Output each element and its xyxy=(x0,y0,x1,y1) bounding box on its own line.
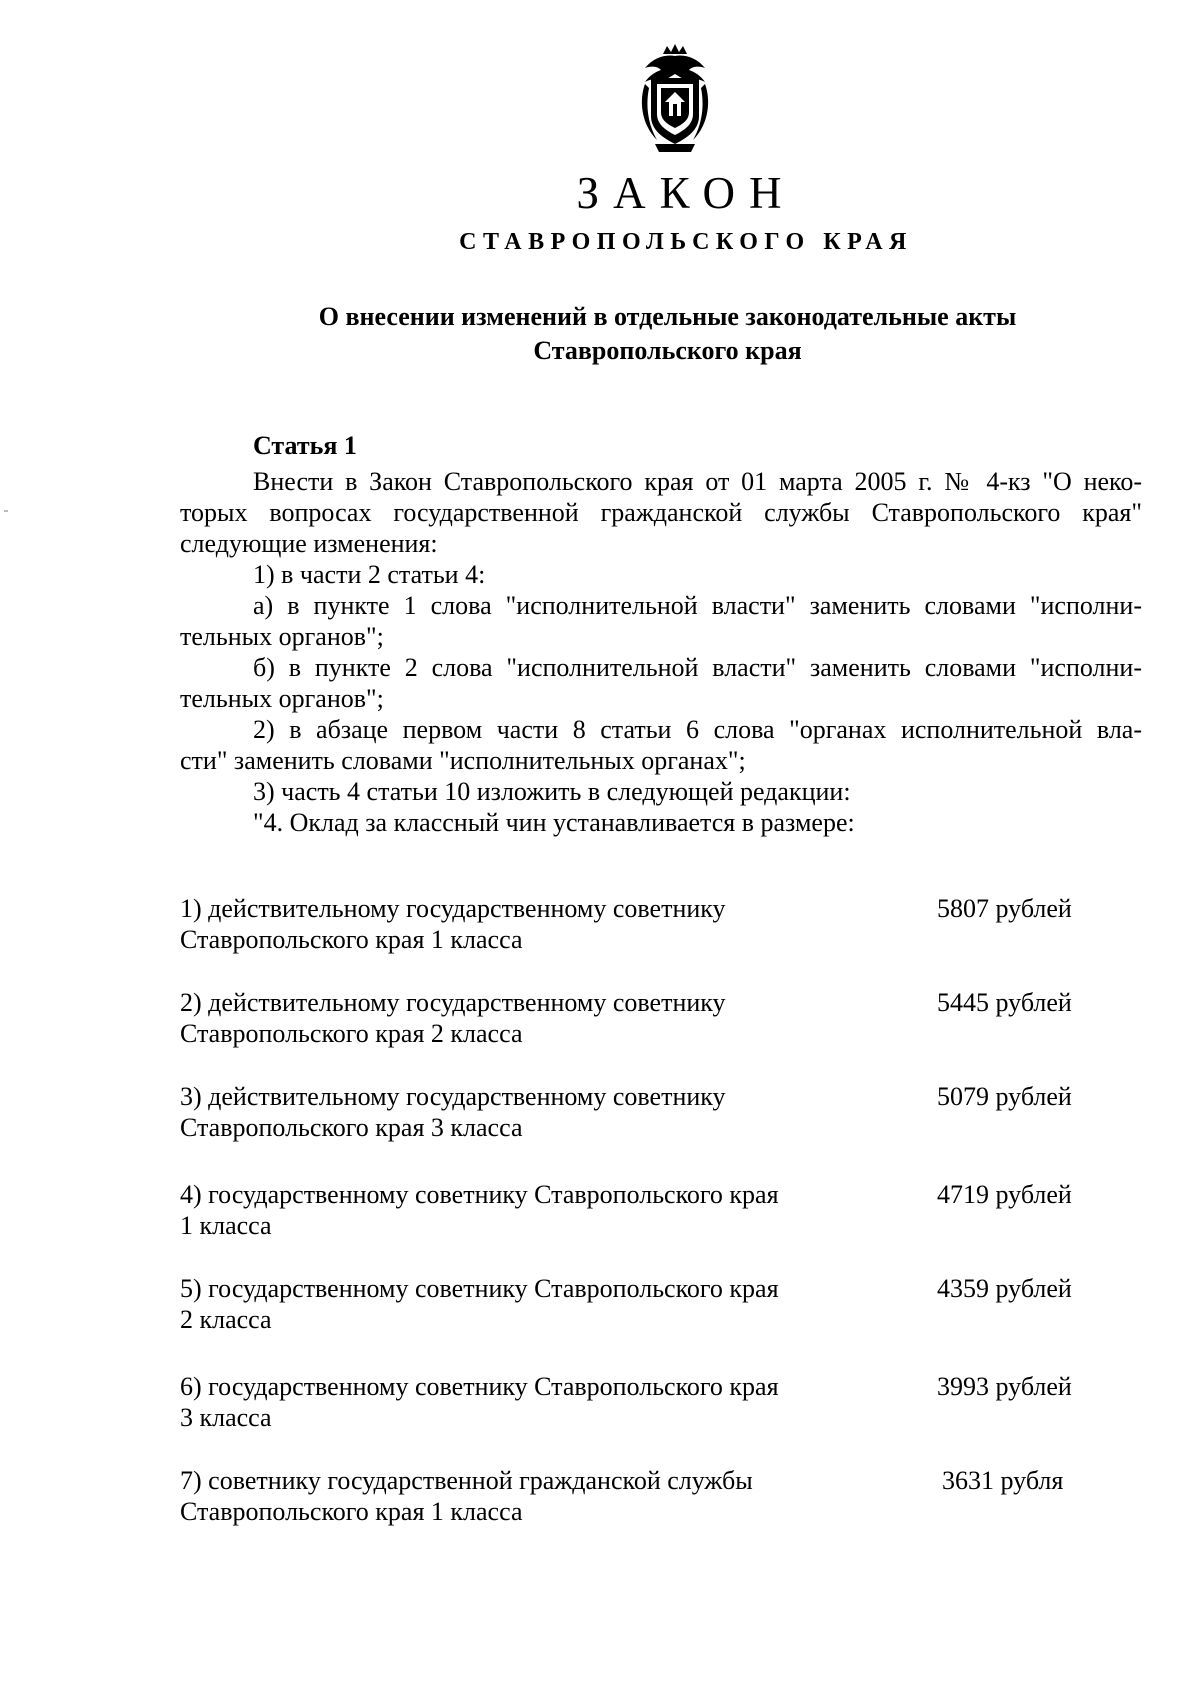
salary-desc-line: Ставропольского края 3 класса xyxy=(180,1113,523,1142)
salary-desc-line: 5) государственному советнику Ставропольского края xyxy=(180,1274,779,1303)
article-line: следующие изменения: xyxy=(180,529,438,558)
salary-row xyxy=(180,1371,1100,1433)
salary-row-description xyxy=(180,1465,860,1527)
salary-desc-line: Ставропольского края 1 класса xyxy=(180,925,523,954)
salary-row xyxy=(180,1465,1100,1527)
salary-desc-line: 3 класса xyxy=(180,1403,272,1432)
salary-desc-line: 6) государственному советнику Ставропольского края xyxy=(180,1372,779,1401)
coat-of-arms-emblem xyxy=(635,44,715,154)
salary-desc-line: 7) советнику государственной гражданской службы xyxy=(180,1466,753,1495)
article-line: сти" заменить словами "исполнительных органах"; xyxy=(180,746,746,775)
salary-desc-line: 1) действительному государственному советнику xyxy=(180,894,726,923)
article-line: "4. Оклад за классный чин устанавливается в размере: xyxy=(253,808,855,837)
salary-row xyxy=(180,1273,1100,1335)
salary-row-description xyxy=(180,1081,860,1143)
stavropol-coat-of-arms-icon xyxy=(635,44,715,154)
salary-amount: 5079 рублей xyxy=(937,1082,1072,1111)
salary-row xyxy=(180,1179,1100,1241)
salary-row-description xyxy=(180,893,860,955)
salary-desc-line: Ставропольского края 2 класса xyxy=(180,1019,523,1048)
salary-amount: 3993 рублей xyxy=(937,1372,1072,1401)
salary-amount: 3631 рубля xyxy=(942,1466,1064,1495)
salary-row-description xyxy=(180,987,860,1049)
salary-amount: 4719 рублей xyxy=(937,1180,1072,1209)
article-line: 2) в абзаце первом части 8 статьи 6 слова "органах исполнительной вла- xyxy=(253,715,1142,744)
article-line: тельных органов"; xyxy=(180,684,384,713)
salary-row-description xyxy=(180,1179,860,1241)
salary-amount: 4359 рублей xyxy=(937,1274,1072,1303)
law-subject xyxy=(240,300,1095,368)
article-line: б) в пункте 2 слова "исполнительной власти" заменить словами "исполни- xyxy=(253,653,1142,682)
article-line: а) в пункте 1 слова "исполнительной власти" заменить словами "исполни- xyxy=(253,591,1142,620)
law-subject-line-2: Ставропольского края xyxy=(533,336,802,365)
salary-desc-line: 3) действительному государственному советнику xyxy=(180,1082,726,1111)
salary-row-description xyxy=(180,1273,860,1335)
salary-row xyxy=(180,1081,1100,1143)
article-line: 1) в части 2 статьи 4: xyxy=(253,560,486,589)
salary-desc-line: 1 класса xyxy=(180,1211,272,1240)
salary-amount: 5445 рублей xyxy=(937,988,1072,1017)
article-line: Внести в Закон Ставропольского края от 01 марта 2005 г. № 4-кз "О неко- xyxy=(253,467,1142,496)
article-line: тельных органов"; xyxy=(180,622,384,651)
margin-mark xyxy=(4,510,8,512)
region-title: СТАВРОПОЛЬСКОГО КРАЯ xyxy=(459,229,913,255)
article-line: 3) часть 4 статьи 10 изложить в следующей редакции: xyxy=(253,777,851,806)
law-subject-line-1: О внесении изменений в отдельные законодательные акты xyxy=(318,302,1017,331)
salary-row xyxy=(180,893,1100,955)
article-heading: Статья 1 xyxy=(253,431,357,460)
salary-row-description xyxy=(180,1371,860,1433)
salary-desc-line: 2) действительному государственному советнику xyxy=(180,988,726,1017)
article-body xyxy=(180,466,1142,838)
salary-desc-line: 2 класса xyxy=(180,1305,272,1334)
salary-desc-line: 4) государственному советнику Ставропольского края xyxy=(180,1180,779,1209)
law-title: ЗАКОН xyxy=(576,168,796,218)
salary-table xyxy=(180,893,1100,1559)
salary-desc-line: Ставропольского края 1 класса xyxy=(180,1497,523,1526)
article-line: торых вопросах государственной гражданской службы Ставропольского края" xyxy=(180,498,1142,527)
salary-amount: 5807 рублей xyxy=(937,894,1072,923)
salary-row xyxy=(180,987,1100,1049)
